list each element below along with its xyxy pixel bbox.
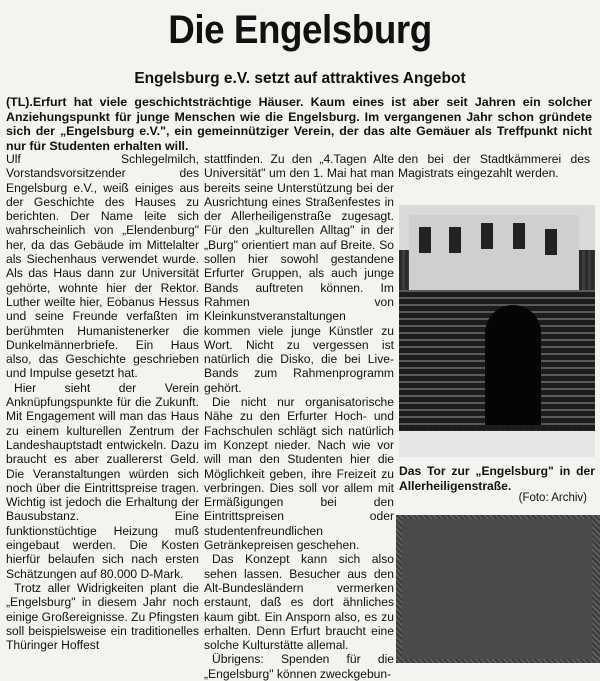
col1-paragraph-2: Hier sieht der Verein Anknüpfungspunkte für die Zukunft. Mit Engagement will man das Haus zu einem kulturellen Zentrum der Landeshauptstadt entwickeln. Dazu braucht es aber zuallererst Geld. Die Veranstaltungen würden sich noch über die Eintrittspreise tragen. Wichtig ist jedoch die Erhaltung der Bausubstanz. Eine funktionstüchtige Heizung muß eingebaut werden. Die Kosten hierfür belaufen sich nach ersten Schätzungen auf 80.000 D-Mark. [6,380,199,581]
col2-paragraph-3: Das Konzept kann sich also sehen lassen. Besucher aus den Alt-Bundesländern vermerken erstaunt, daß es dort ähnliches kaum gibt. Ein Ansporn also, es zu erhalten. Denn Erfurt braucht eine solche Kulturstätte allemal. [204,552,394,653]
photo-house [409,215,579,295]
photo-archway [485,305,541,425]
col2-paragraph-1: stattfinden. Zu den „4.Tagen Alte Universität" um den 1. Mai hat man bereits seine Unterstützung bei der Ausrichtung eines Straßenfestes in der Allerheiligenstraße zugesagt. Für den „kulturellen Alltag" in der „Burg" orientiert man auf Breite. So sollen hier sowohl gestandene Erfurter Gruppen, als auch junge Bands auftreten können. Im Rahmen von Kleinkunstveranstaltungen kommen viele junge Künstler zu Wort. Nicht zu vergessen ist natürlich die Disko, die bei Live-Bands zum Rahmenprogramm gehört. [204,152,394,395]
engelsburg-gate-photo [399,205,595,457]
col3-paragraph-1: den bei der Stadtkämmerei des Magistrats eingezahlt werden. [398,152,590,181]
column-1 [6,152,199,652]
col1-paragraph-1: Ulf Schlegelmilch, Vorstandsvorsitzender des Engelsburg e.V., weiß einiges aus der Geschichte des Hauses zu berichten. Der Name leite sich wahrscheinlich von „Elendenburg" her, da das Gebäude im Mittelalter als Siechenhaus verwendet wurde. Als das Haus dann zur Universität gehörte, wohnte hier der Rektor. Luther weilte hier, Eobanus Hessus und seine Freunde verfaßten im berühmten Humanistenerker die Dunkelmännerbriefe. Ein Haus also, das Geschichte geschrieben und Impulse gesetzt hat. [6,152,199,381]
photo-credit: (Foto: Archiv) [518,492,587,504]
photo-window [513,223,525,249]
col2-paragraph-4: Übrigens: Spenden für die „Engelsburg" können zweckgebun- [204,652,394,681]
column-3 [398,152,590,181]
column-2 [204,152,394,681]
headline: Die Engelsburg [168,8,432,52]
photo-caption: Das Tor zur „Engelsburg" in der Allerheiligenstraße. [399,464,595,493]
photo-window [419,227,431,253]
photo-window [481,223,493,249]
photo-window [545,229,557,255]
photo-ground [399,431,595,457]
col1-paragraph-3: Trotz aller Widrigkeiten plant die „Engelsburg" in diesem Jahr noch einige Großereignisse. Zu Pfingsten soll beispielsweise ein traditionelles Thüringer Hoffest [6,580,199,653]
lead-paragraph: (TL).Erfurt hat viele geschichtsträchtige Häuser. Kaum eines ist aber seit Jahren ein solcher Anziehungspunkt für junge Menschen wie die Engelsburg. Im vergangenen Jahr schon gründete sich der „Engelsburg e.V.", ein gemeinnütziger Verein, der das alte Gemäuer als Treffpunkt nicht nur für Studenten erhalten will. [6,95,592,153]
second-photo [396,515,600,663]
subheadline: Engelsburg e.V. setzt auf attraktives Angebot [134,70,466,87]
photo-window [449,227,461,253]
second-photo-frame [402,519,592,659]
col2-paragraph-2: Die nicht nur organisatorische Nähe zu den Erfurter Hoch- und Fachschulen schlägt sich natürlich im Konzept nieder. Nach wie vor will man den Studenten hier die Möglichkeit geben, ihre Freizeit zu verbringen. Dies soll vor allem mit Ermäßigungen bei den Eintrittspreisen oder studentenfreundlichen Getränkepreisen geschehen. [204,395,394,553]
